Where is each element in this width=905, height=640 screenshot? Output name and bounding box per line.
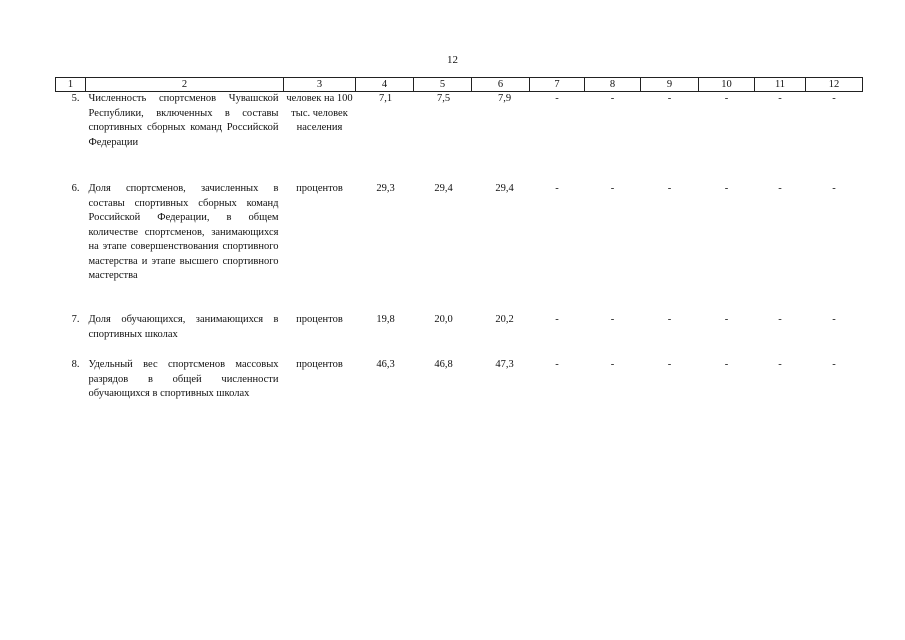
indicator-name: Удельный вес спортсменов массовых разрядов в общей численности обучающихся в спортивных школах [88,359,279,399]
row-number: 7. [71,314,80,325]
value-cell: 29,4 [495,183,514,194]
unit-of-measure: процентов [296,314,343,325]
table-row [56,358,863,418]
column-header: 12 [806,78,863,92]
column-header: 2 [86,78,284,92]
unit-of-measure: человек на 100 тыс. человек населения [286,93,353,133]
table-row [56,182,863,313]
column-header: 11 [755,78,806,92]
value-cell: - [667,359,672,370]
value-cell: - [610,314,615,325]
value-cell: - [555,183,559,194]
value-cell: - [724,183,729,194]
value-cell: - [667,93,672,104]
column-header: 5 [414,78,472,92]
row-number: 5. [71,93,80,104]
value-cell: - [667,183,672,194]
value-cell: - [667,314,672,325]
value-cell: - [610,359,615,370]
unit-of-measure: процентов [296,183,343,194]
value-cell: 19,8 [376,314,395,325]
column-header: 7 [530,78,585,92]
value-cell: 7,9 [497,93,512,104]
value-cell: 47,3 [495,359,514,370]
value-cell: - [610,183,615,194]
value-cell: 7,5 [436,93,451,104]
value-cell: - [778,314,782,325]
value-cell: 46,8 [434,359,453,370]
column-header: 8 [585,78,641,92]
value-cell: 20,0 [434,314,453,325]
value-cell: 7,1 [378,93,393,104]
value-cell: - [724,314,729,325]
table-header-row [56,78,863,92]
value-cell: - [778,183,782,194]
value-cell: - [778,93,782,104]
value-cell: 29,4 [434,183,453,194]
value-cell: 46,3 [376,359,395,370]
value-cell: - [832,183,836,194]
column-header: 10 [699,78,755,92]
value-cell: - [724,359,729,370]
indicator-name: Доля обучающихся, занимающихся в спортивных школах [88,314,279,340]
column-header: 3 [284,78,356,92]
indicators-table [55,77,863,418]
value-cell: - [832,359,836,370]
column-header: 6 [472,78,530,92]
column-header: 1 [56,78,86,92]
table-row [56,92,863,183]
table-row [56,313,863,358]
value-cell: - [832,93,836,104]
value-cell: - [555,314,559,325]
unit-of-measure: процентов [296,359,343,370]
page-number: 12 [447,54,458,66]
value-cell: 20,2 [495,314,514,325]
value-cell: - [778,359,782,370]
value-cell: - [724,93,729,104]
indicator-name: Численность спортсменов Чувашской Республики, включенных в составы спортивных сборных команд Российской Федерации [88,93,279,148]
value-cell: - [832,314,836,325]
value-cell: - [555,359,559,370]
column-header: 9 [641,78,699,92]
column-header: 4 [356,78,414,92]
value-cell: - [610,93,615,104]
value-cell: 29,3 [376,183,395,194]
row-number: 6. [71,183,80,194]
indicator-name: Доля спортсменов, зачисленных в составы спортивных сборных команд Российской Федерации, в общем количестве спортсменов, занимающихся на этапе совершенствования спортивного мастерства и этапе высшего спортивного мастерства [88,183,279,281]
value-cell: - [555,93,559,104]
row-number: 8. [71,359,80,370]
